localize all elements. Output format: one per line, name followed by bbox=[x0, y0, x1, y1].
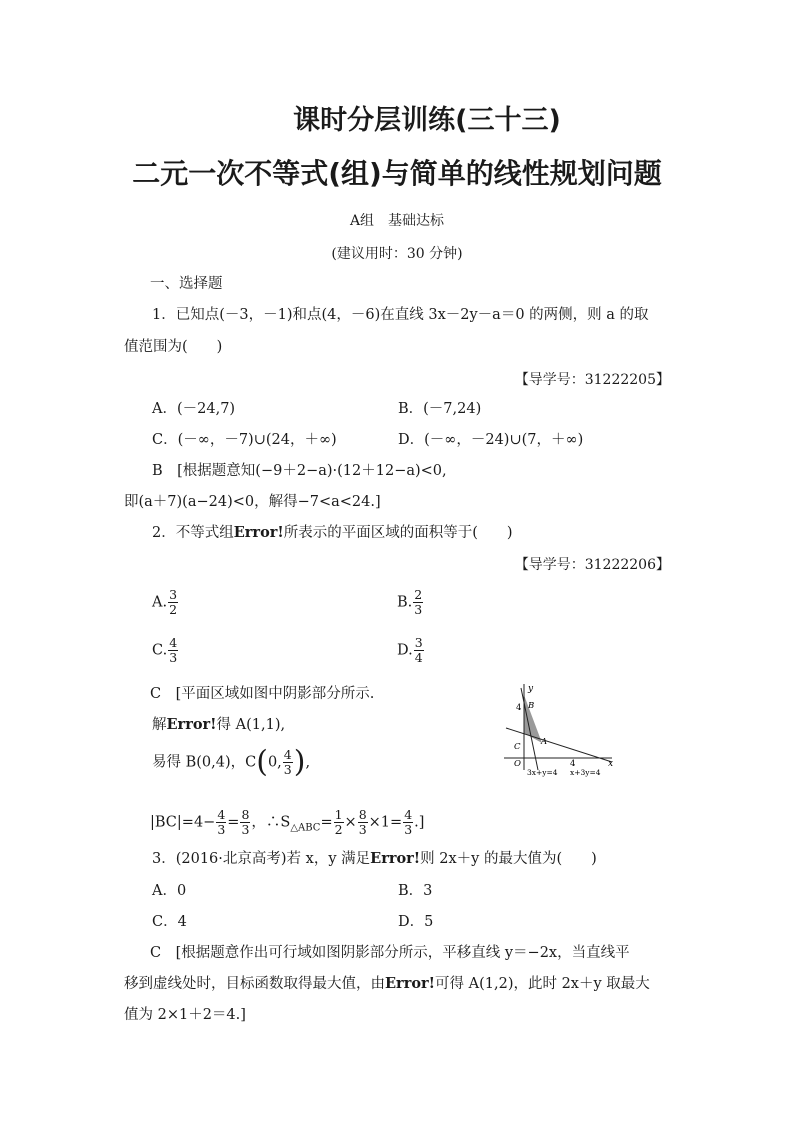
point-a-label: A bbox=[541, 737, 548, 747]
right-paren: ) bbox=[293, 744, 306, 780]
q3-stem bbox=[152, 849, 597, 869]
numerator: 4 bbox=[217, 807, 226, 822]
fraction-8-3-b bbox=[358, 808, 368, 837]
q3-option-c: C．4 bbox=[152, 914, 187, 930]
q3-answer-line1: C [根据题意作出可行域如图阴影部分所示，平移直线 y＝−2x，当直线平 bbox=[150, 945, 630, 961]
numerator: 4 bbox=[169, 635, 178, 650]
q2-answer-line1: C [平面区域如图中阴影部分所示. bbox=[150, 686, 375, 702]
q2-option-c-fraction bbox=[168, 636, 178, 665]
q1-stem-line2: 值范围为( ) bbox=[124, 339, 223, 355]
q2-option-b-fraction bbox=[413, 588, 423, 617]
numerator: 2 bbox=[414, 587, 423, 602]
q3-error-text: Error! bbox=[370, 850, 421, 867]
y-axis-label: y bbox=[528, 684, 534, 694]
q2-reference-number: 【导学号：31222206】 bbox=[514, 557, 670, 573]
group-heading: A组 基础达标 bbox=[349, 213, 445, 229]
fraction-4-3 bbox=[216, 808, 226, 837]
denominator: 3 bbox=[358, 822, 367, 837]
q1-answer-line1: B [根据题意知(−9＋2−a)·(12＋12−a)<0, bbox=[152, 463, 447, 479]
x-tick-4: 4 bbox=[570, 759, 576, 769]
q2-option-d-label: D. bbox=[397, 642, 413, 659]
fraction-1-2 bbox=[334, 808, 344, 837]
q2-option-d bbox=[397, 636, 425, 665]
lesson-title: 课时分层训练(三十三) bbox=[293, 105, 561, 136]
line1-label: 3x+y=4 bbox=[527, 768, 558, 777]
therefore-area: ，∴S bbox=[251, 814, 291, 831]
q2-answer-line2 bbox=[152, 715, 285, 735]
q2-option-d-fraction bbox=[414, 636, 424, 665]
q3-answer2-post: 可得 A(1,2)，此时 2x＋y 取最大 bbox=[435, 976, 650, 992]
denominator: 2 bbox=[334, 822, 343, 837]
numerator: 1 bbox=[334, 807, 343, 822]
equals-sign: = bbox=[320, 814, 333, 831]
denominator: 3 bbox=[404, 822, 413, 837]
q2-answer-line3 bbox=[152, 744, 311, 780]
origin-label: O bbox=[514, 759, 521, 769]
q2-answer3-zero: 0, bbox=[267, 754, 282, 771]
q2-option-c bbox=[152, 636, 179, 665]
q2-answer3-fraction bbox=[283, 748, 293, 777]
q3-option-a: A．0 bbox=[152, 883, 187, 899]
q2-stem-pre: 2．不等式组 bbox=[152, 525, 234, 541]
denominator: 3 bbox=[217, 822, 226, 837]
section-heading: 一、选择题 bbox=[150, 276, 223, 292]
x-axis-label: x bbox=[608, 759, 614, 769]
q2-stem bbox=[152, 523, 513, 543]
point-b-label: B bbox=[528, 701, 535, 711]
q2-answer4-end: .] bbox=[414, 814, 425, 831]
denominator: 3 bbox=[283, 762, 292, 777]
q1-answer-line2: 即(a＋7)(a−24)<0，解得−7<a<24.] bbox=[124, 494, 381, 510]
q1-stem-line1: 1．已知点(－3，－1)和点(4，－6)在直线 3x－2y－a＝0 的两侧，则 a 的取 bbox=[152, 307, 649, 323]
q3-answer-line3: 值为 2×1＋2＝4.] bbox=[124, 1007, 246, 1023]
times-sign: × bbox=[344, 814, 357, 831]
denominator: 3 bbox=[414, 602, 423, 617]
q2-option-a bbox=[152, 588, 179, 617]
q3-option-b: B．3 bbox=[398, 883, 433, 899]
q1-option-a: A．(－24,7) bbox=[152, 401, 236, 417]
denominator: 2 bbox=[169, 602, 178, 617]
point-c-label: C bbox=[514, 742, 521, 752]
q2-answer2-post: 得 A(1,1), bbox=[216, 717, 286, 733]
times-one-equals: ×1= bbox=[368, 814, 403, 831]
time-suggestion: (建议用时：30 分钟) bbox=[331, 246, 463, 262]
denominator: 3 bbox=[241, 822, 250, 837]
fraction-8-3 bbox=[240, 808, 250, 837]
numerator: 4 bbox=[404, 807, 413, 822]
q1-option-d: D．(－∞，－24)∪(7，＋∞) bbox=[398, 432, 584, 448]
left-paren: ( bbox=[256, 744, 268, 780]
fraction-4-3-b bbox=[403, 808, 413, 837]
q3-stem-pre: 3．(2016·北京高考)若 x，y 满足 bbox=[152, 851, 371, 867]
q2-answer3-end: , bbox=[305, 754, 311, 771]
numerator: 8 bbox=[358, 807, 367, 822]
numerator: 8 bbox=[241, 807, 250, 822]
q1-reference-number: 【导学号：31222205】 bbox=[514, 372, 670, 388]
q3-answer2-pre: 移到虚线处时，目标函数取得最大值，由 bbox=[124, 976, 385, 992]
equals-sign: = bbox=[227, 814, 240, 831]
feasible-region-figure bbox=[500, 682, 625, 778]
topic-title: 二元一次不等式(组)与简单的线性规划问题 bbox=[132, 157, 662, 190]
q3-answer-line2 bbox=[124, 974, 650, 994]
q3-option-d: D．5 bbox=[398, 914, 434, 930]
line2-label: x+3y=4 bbox=[570, 768, 601, 777]
triangle-subscript: △ABC bbox=[290, 822, 321, 834]
q2-option-a-label: A. bbox=[152, 594, 168, 611]
q2-option-b bbox=[397, 588, 424, 617]
y-tick-4: 4 bbox=[516, 703, 522, 713]
numerator: 3 bbox=[414, 635, 423, 650]
q2-answer2-pre: 解 bbox=[152, 717, 167, 733]
numerator: 3 bbox=[169, 587, 178, 602]
q2-stem-post: 所表示的平面区域的面积等于( ) bbox=[283, 525, 513, 541]
q3-stem-post: 则 2x＋y 的最大值为( ) bbox=[420, 851, 597, 867]
q2-option-c-label: C. bbox=[152, 642, 168, 659]
q1-option-b: B．(－7,24) bbox=[398, 401, 482, 417]
q2-error-text: Error! bbox=[233, 524, 284, 541]
q2-option-b-label: B. bbox=[397, 594, 413, 611]
q2-answer4-pre: |BC|=4− bbox=[150, 814, 216, 831]
q2-answer3-pre: 易得 B(0,4)，C bbox=[152, 754, 257, 771]
denominator: 4 bbox=[414, 650, 423, 665]
q2-answer2-error: Error! bbox=[166, 716, 217, 733]
denominator: 3 bbox=[169, 650, 178, 665]
line-x-plus-3y bbox=[506, 728, 612, 762]
q3-answer2-error: Error! bbox=[385, 975, 436, 992]
q1-option-c: C．(－∞，－7)∪(24，＋∞) bbox=[152, 432, 337, 448]
q2-answer-line4 bbox=[150, 808, 424, 838]
numerator: 4 bbox=[283, 747, 292, 762]
q2-option-a-fraction bbox=[168, 588, 178, 617]
